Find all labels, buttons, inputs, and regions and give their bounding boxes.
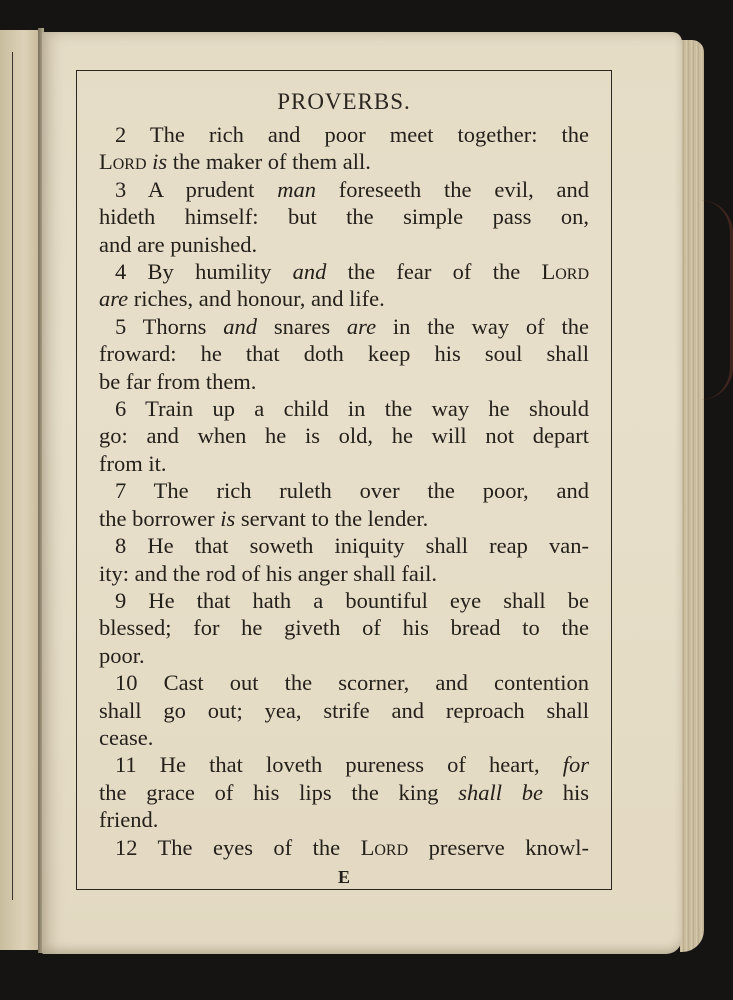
- text-line: [99, 532, 589, 559]
- text-line: [99, 340, 589, 367]
- text-segment: preserve knowl-: [408, 834, 589, 860]
- text-segment: the grace of his lips the king: [99, 779, 459, 805]
- text-segment: man: [277, 176, 316, 202]
- ribbon-bookmark: [700, 200, 733, 400]
- text-line: [99, 505, 589, 532]
- text-segment: 8 He that soweth iniquity shall reap van-: [115, 533, 589, 559]
- text-segment: 2 The rich and poor meet together: the: [115, 122, 589, 147]
- text-segment: the maker of them all.: [167, 149, 371, 175]
- text-line: [99, 779, 589, 806]
- text-line: [99, 614, 589, 641]
- text-segment: 6 Train up a child in the way he should: [115, 396, 589, 422]
- text-line: [99, 697, 589, 724]
- text-segment: go: and when he is old, he will not depart: [99, 423, 589, 449]
- text-segment: snares: [257, 313, 347, 339]
- text-segment: hideth himself: but the simple pass on,: [99, 204, 589, 230]
- text-segment: are: [346, 313, 377, 339]
- text-segment: and are punished.: [99, 231, 258, 257]
- text-segment: is: [152, 149, 168, 175]
- text-segment: froward: he that doth keep his soul shall: [99, 341, 589, 367]
- text-segment: Lord: [541, 259, 589, 285]
- text-line: [99, 751, 589, 778]
- text-line: [99, 669, 589, 696]
- text-line: [99, 121, 589, 148]
- facing-page-frame: [0, 52, 13, 900]
- text-line: [99, 587, 589, 614]
- text-segment: 4 By humility: [115, 259, 293, 285]
- text-line: [99, 422, 589, 449]
- text-segment: his: [543, 779, 589, 805]
- text-segment: ity: and the rod of his anger shall fail.: [99, 560, 438, 586]
- text-line: [99, 395, 589, 422]
- text-segment: 7 The rich ruleth over the poor, and: [115, 478, 589, 504]
- text-segment: and: [223, 313, 258, 339]
- text-line: [99, 834, 589, 861]
- text-segment: 5 Thorns: [115, 313, 224, 339]
- text-segment: 9 He that hath a bountiful eye shall be: [115, 587, 589, 613]
- text-segment: in the way of the: [376, 313, 589, 339]
- text-segment: Lord: [360, 834, 409, 860]
- text-segment: from it.: [99, 450, 167, 476]
- text-segment: are: [99, 286, 129, 312]
- text-line: [99, 285, 589, 312]
- text-line: [99, 368, 589, 395]
- text-segment: foreseeth the evil, and: [315, 176, 590, 202]
- text-segment: 12 The eyes of the: [115, 834, 361, 860]
- text-segment: servant to the lender.: [235, 505, 429, 531]
- text-segment: for: [562, 752, 589, 778]
- text-line: [99, 477, 589, 504]
- text-line: [99, 560, 589, 587]
- text-segment: is: [220, 505, 236, 531]
- text-segment: shall be: [458, 779, 544, 805]
- text-segment: 3 A prudent: [115, 176, 278, 202]
- text-line: [99, 450, 589, 477]
- text-line: [99, 203, 589, 230]
- page-block-edge: [680, 40, 704, 952]
- text-line: [99, 313, 589, 340]
- scripture-text: [99, 121, 589, 861]
- text-segment: and: [292, 259, 327, 285]
- text-line: [99, 642, 589, 669]
- text-line: [99, 231, 589, 258]
- text-segment: riches, and honour, and life.: [128, 286, 385, 312]
- text-segment: shall go out; yea, strife and reproach shall: [99, 697, 589, 723]
- text-frame: [76, 70, 612, 890]
- text-segment: friend.: [99, 807, 159, 833]
- text-segment: Lord: [99, 149, 147, 175]
- text-segment: the fear of the: [326, 259, 542, 285]
- text-line: [99, 806, 589, 833]
- text-line: [99, 176, 589, 203]
- text-segment: cease.: [99, 724, 154, 750]
- running-header: PROVERBS.: [277, 89, 411, 114]
- text-segment: the borrower: [99, 505, 221, 531]
- text-segment: be far from them.: [99, 368, 257, 394]
- text-line: [99, 258, 589, 285]
- signature-mark: E: [337, 867, 350, 887]
- text-line: [99, 148, 589, 175]
- text-segment: 10 Cast out the scorner, and contention: [115, 670, 589, 696]
- text-segment: blessed; for he giveth of his bread to the: [99, 615, 589, 641]
- text-line: [99, 724, 589, 751]
- text-segment: poor.: [99, 642, 145, 668]
- text-segment: 11 He that loveth pureness of heart,: [115, 752, 563, 778]
